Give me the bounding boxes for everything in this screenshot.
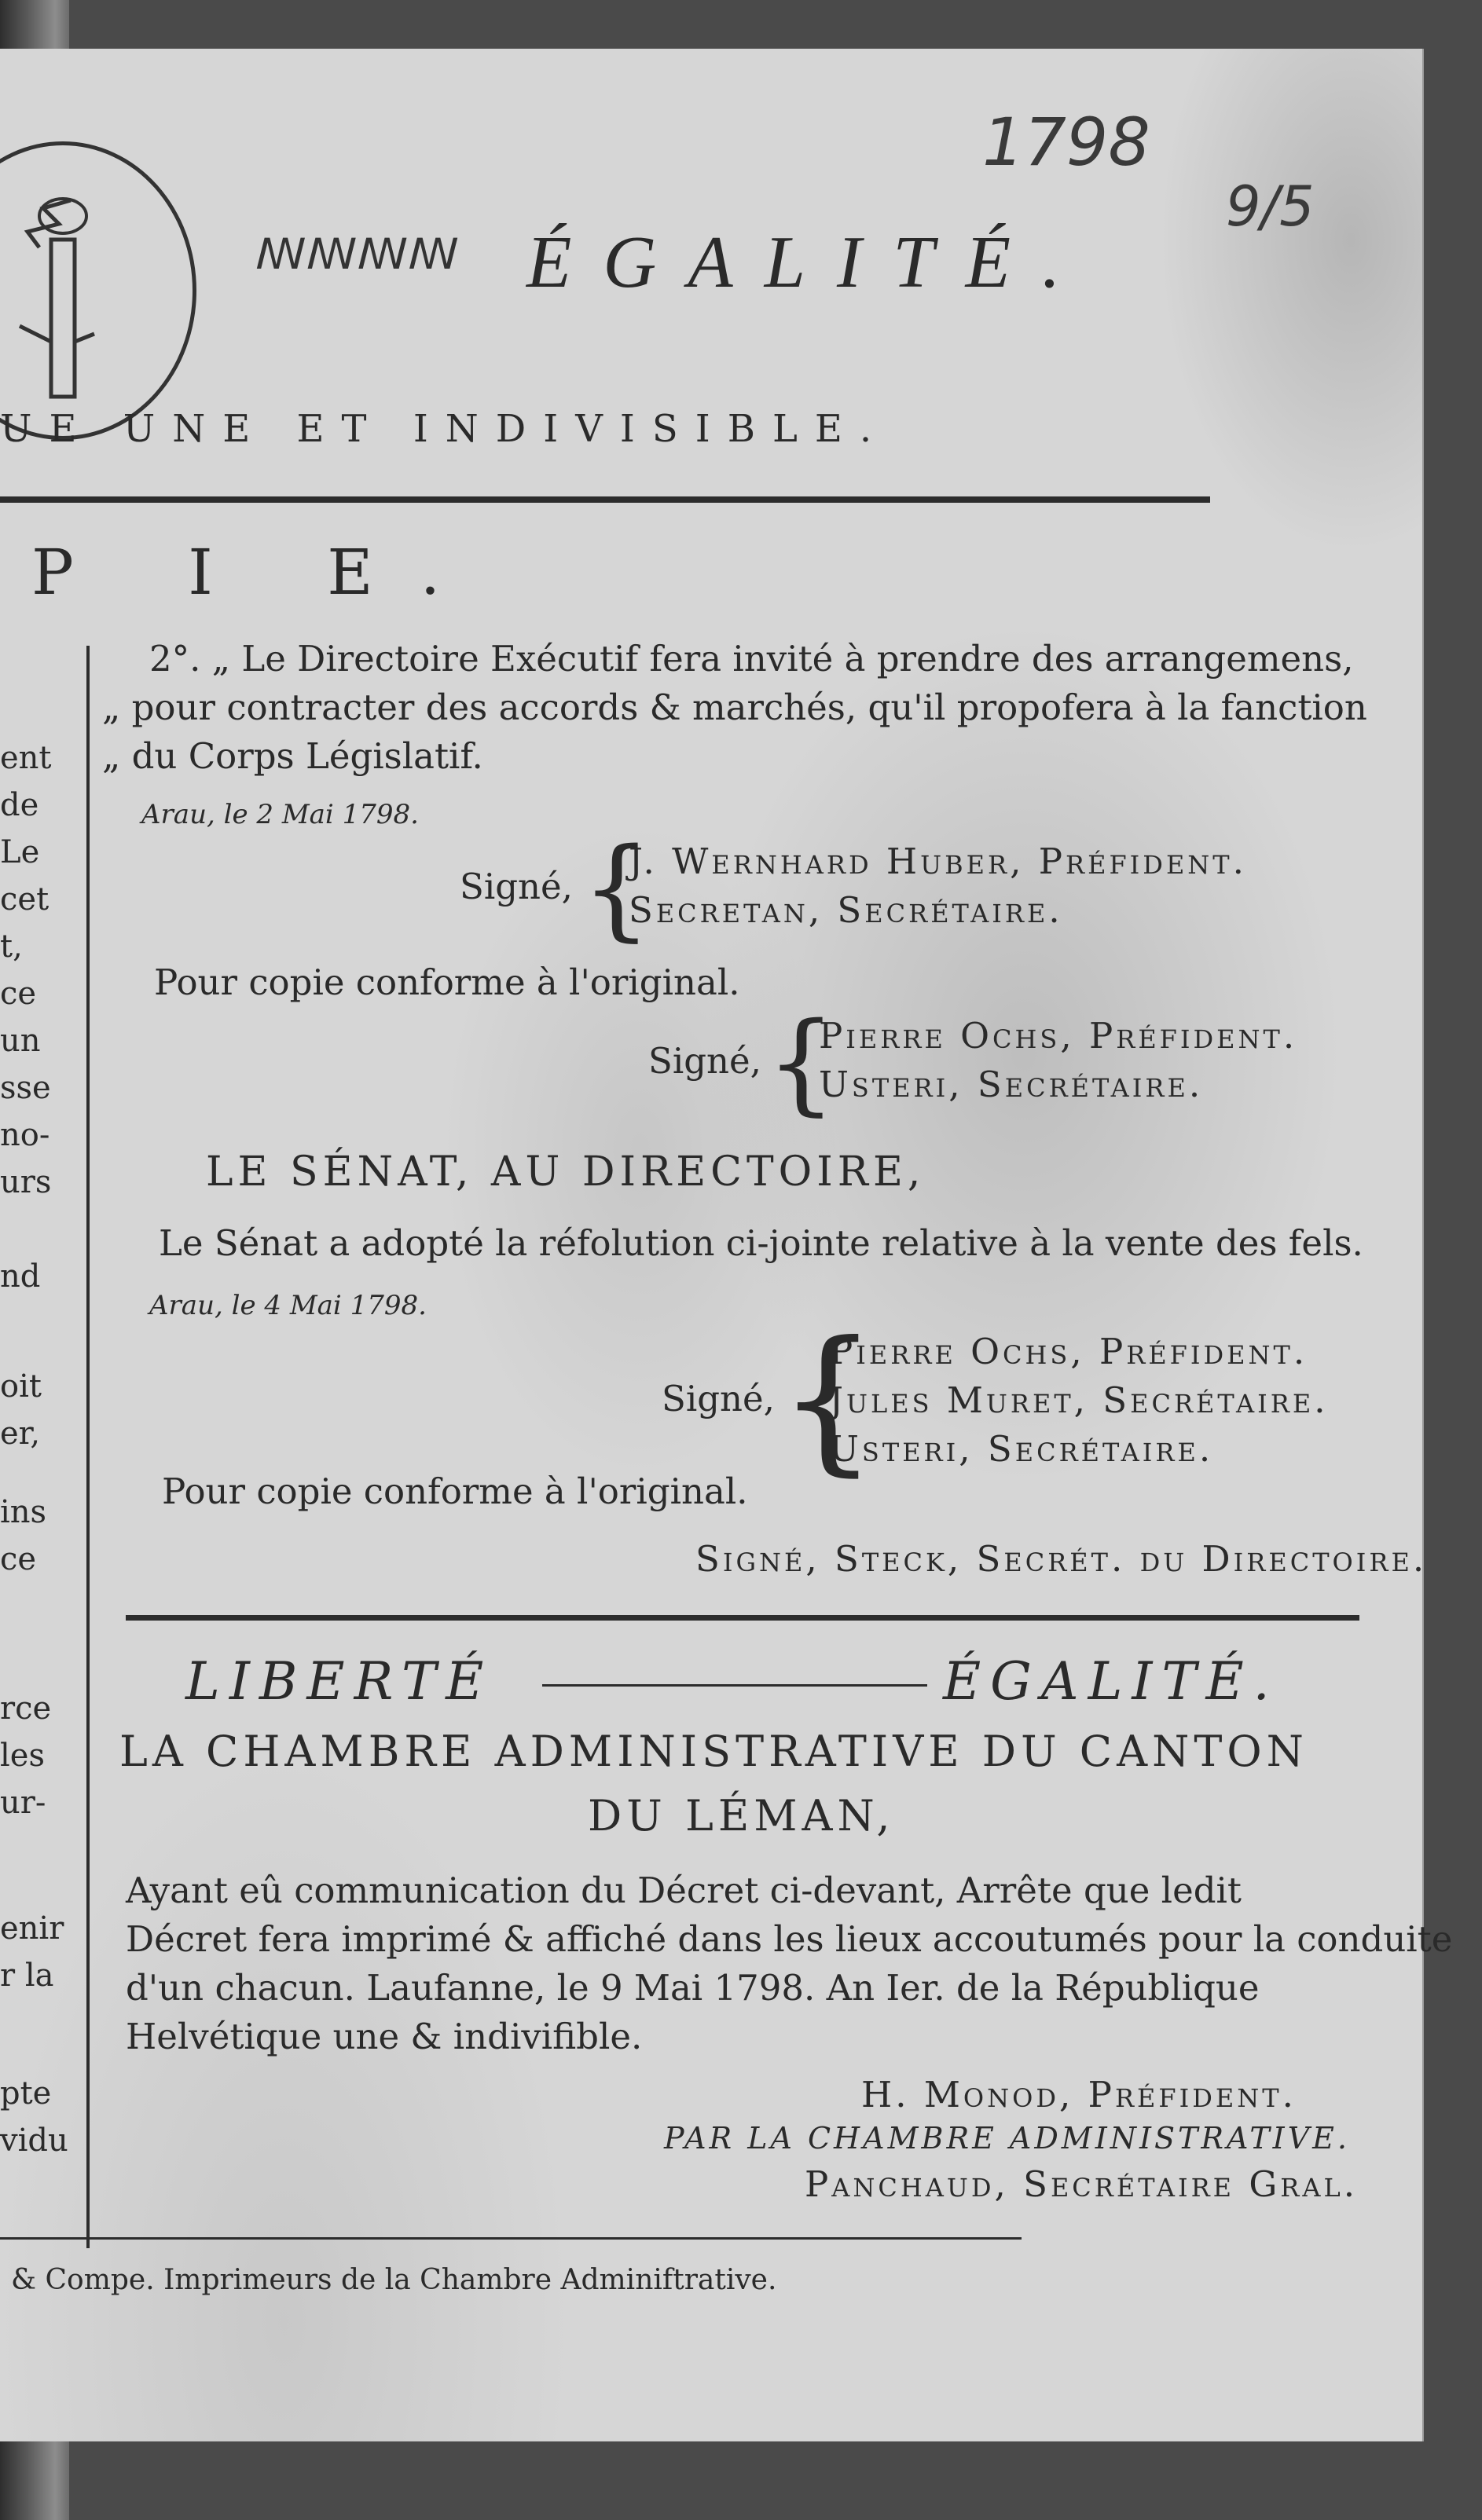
par-la-chambre: PAR LA CHAMBRE ADMINISTRATIVE. — [664, 2121, 1350, 2156]
title-dash — [542, 1684, 927, 1687]
article-line: „ du Corps Législatif. — [102, 735, 483, 777]
signature-name: Jules Muret, Secrétaire. — [829, 1379, 1329, 1421]
left-fragment: t, — [0, 929, 23, 965]
left-fragment: sse — [0, 1070, 51, 1106]
signature-name: J. Wernhard Huber, Préfident. — [629, 841, 1247, 882]
egalite-title: ÉGALITÉ. — [943, 1651, 1279, 1712]
senat-text: Le Sénat a adopté la réfolution ci-jointe relative à la vente des fels. — [159, 1222, 1363, 1264]
date-line: Arau, le 2 Mai 1798. — [141, 799, 419, 830]
chambre-heading: DU LÉMAN, — [588, 1791, 895, 1841]
handwritten-folio: 9/5 — [1226, 174, 1315, 239]
handwritten-year: 1798 — [982, 104, 1150, 181]
liberte-title: LIBERTÉ — [185, 1651, 493, 1712]
chambre-paragraph: Helvétique une & indivifible. — [126, 2016, 643, 2057]
signature-name: Usteri, Secrétaire. — [819, 1064, 1204, 1105]
left-fragment: pte — [0, 2075, 52, 2112]
page-title-fragment: ÉGALITÉ. — [526, 222, 1092, 303]
signature-name: Secretan, Secrétaire. — [629, 889, 1063, 931]
copie-conforme: Pour copie conforme à l'original. — [154, 961, 740, 1003]
left-fragment: cet — [0, 881, 50, 918]
header-rule — [0, 496, 1210, 503]
chambre-paragraph: Ayant eû communication du Décret ci-devant, Arrête que ledit — [126, 1870, 1242, 1911]
left-fragment: les — [0, 1738, 45, 1774]
panchaud-signature: Panchaud, Secrétaire Gral. — [805, 2163, 1359, 2205]
left-fragment: no- — [0, 1117, 50, 1153]
printer-imprint: & Compe. Imprimeurs de la Chambre Adminiftrative. — [11, 2264, 777, 2296]
left-fragment: rce — [0, 1690, 52, 1727]
article-line: 2°. „ Le Directoire Exécutif fera invité à prendre des arrangemens, — [149, 638, 1354, 679]
brace-icon: { — [778, 1308, 879, 1491]
brace-icon: { — [766, 999, 837, 1127]
copie-conforme: Pour copie conforme à l'original. — [162, 1471, 748, 1512]
emblem-seal — [0, 141, 196, 440]
signature-name: Pierre Ochs, Préfident. — [819, 1015, 1298, 1057]
copie-heading-fragment: P I E. — [31, 536, 488, 609]
left-fragment: ce — [0, 1541, 37, 1577]
article-line: „ pour contracter des accords & marchés, qu'il propofera à la fanction — [102, 687, 1367, 728]
left-fragment: ent — [0, 740, 52, 776]
chambre-heading: LA CHAMBRE ADMINISTRATIVE DU CANTON — [119, 1727, 1308, 1776]
left-fragment: urs — [0, 1164, 52, 1200]
signe-label: Signé, — [662, 1378, 775, 1419]
brace-icon: { — [581, 825, 652, 953]
signature-name: Usteri, Secrétaire. — [829, 1428, 1214, 1470]
section-rule — [126, 1615, 1359, 1621]
left-fragment: oit — [0, 1368, 42, 1405]
footer-rule — [0, 2237, 1022, 2240]
signe-label: Signé, — [460, 866, 573, 907]
chambre-paragraph: d'un chacun. Laufanne, le 9 Mai 1798. An Ier. de la République — [126, 1967, 1260, 2009]
left-fragment: de — [0, 787, 39, 823]
ink-stamp: ꟿꟿꟿꟿ — [255, 229, 460, 279]
left-fragment: enir — [0, 1910, 64, 1947]
left-fragment: un — [0, 1023, 41, 1059]
left-fragment: r la — [0, 1958, 54, 1994]
left-fragment: ins — [0, 1494, 47, 1530]
left-fragment: ur- — [0, 1785, 46, 1821]
left-fragment: nd — [0, 1258, 41, 1295]
signature-name: Pierre Ochs, Préfident. — [829, 1331, 1308, 1372]
left-fragment: Le — [0, 834, 40, 870]
senat-heading: LE SÉNAT, AU DIRECTOIRE, — [206, 1148, 926, 1196]
column-divider — [86, 646, 90, 2248]
document-page — [0, 49, 1453, 2441]
steck-signature: Signé, Steck, Secrét. du Directoire. — [695, 1538, 1428, 1580]
left-fragment: ce — [0, 976, 37, 1012]
signe-label: Signé, — [648, 1040, 761, 1082]
chambre-paragraph: Décret fera imprimé & affiché dans les lieux accoutumés pour la conduite — [126, 1918, 1453, 1960]
date-line: Arau, le 4 Mai 1798. — [149, 1290, 427, 1321]
subtitle-fragment: UE UNE ET INDIVISIBLE. — [0, 407, 890, 451]
monod-signature: H. Monod, Préfident. — [861, 2074, 1297, 2115]
left-fragment: vidu — [0, 2123, 68, 2159]
fasces-icon — [0, 145, 193, 436]
left-fragment: er, — [0, 1416, 41, 1452]
